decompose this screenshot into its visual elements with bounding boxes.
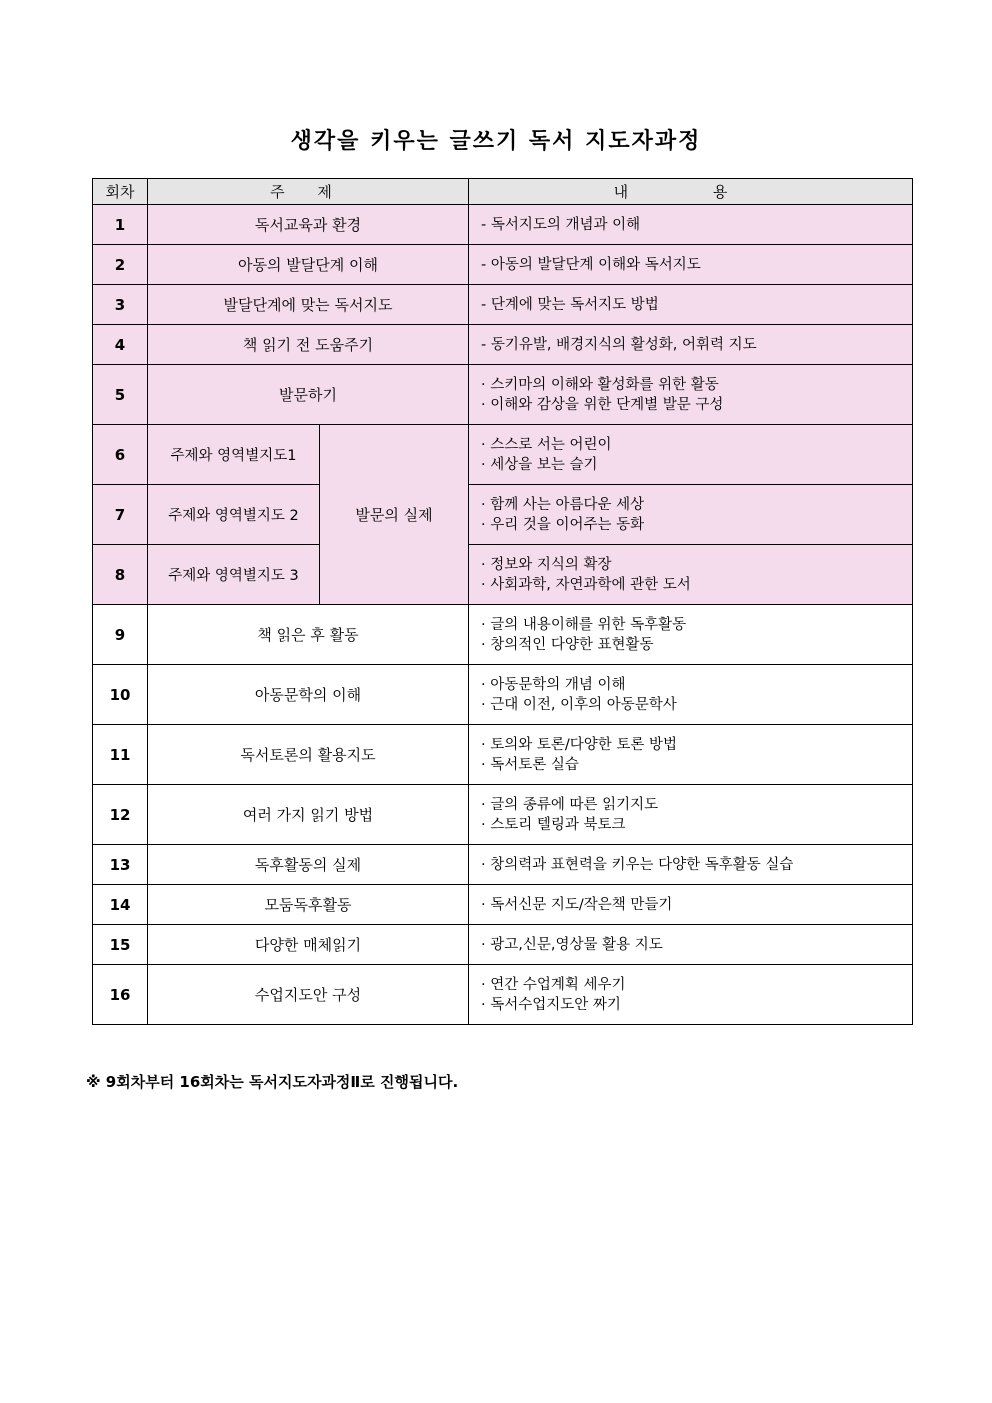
row-number: 16 <box>93 965 148 1025</box>
row-content: · 광고,신문,영상물 활용 지도 <box>469 925 913 965</box>
row-number: 5 <box>93 365 148 425</box>
row-content: - 동기유발, 배경지식의 활성화, 어휘력 지도 <box>469 325 913 365</box>
row-number: 4 <box>93 325 148 365</box>
row-content: · 글의 내용이해를 위한 독후활동 · 창의적인 다양한 표현활동 <box>469 605 913 665</box>
row-number: 3 <box>93 285 148 325</box>
course-table <box>92 178 913 1025</box>
row-content: · 토의와 토론/다양한 토론 방법 · 독서토론 실습 <box>469 725 913 785</box>
row-topic: 독서교육과 환경 <box>148 205 469 245</box>
header-session: 회차 <box>93 179 148 205</box>
row-topic: 독서토론의 활용지도 <box>148 725 469 785</box>
row-content: · 함께 사는 아름다운 세상 · 우리 것을 이어주는 동화 <box>469 485 913 545</box>
row-number: 1 <box>93 205 148 245</box>
row-topic: 주제와 영역별지도 2 <box>148 485 320 545</box>
row-topic: 아동문학의 이해 <box>148 665 469 725</box>
row-number: 14 <box>93 885 148 925</box>
row-content: · 아동문학의 개념 이해 · 근대 이전, 이후의 아동문학사 <box>469 665 913 725</box>
table-row <box>93 425 913 485</box>
row-content: · 창의력과 표현력을 키우는 다양한 독후활동 실습 <box>469 845 913 885</box>
row-topic: 주제와 영역별지도 3 <box>148 545 320 605</box>
table-row <box>93 245 913 285</box>
table-row <box>93 725 913 785</box>
table-row <box>93 885 913 925</box>
page-title: 생각을 키우는 글쓰기 독서 지도자과정 <box>290 129 702 154</box>
row-topic: 책 읽기 전 도움주기 <box>148 325 469 365</box>
row-number: 9 <box>93 605 148 665</box>
table-row <box>93 325 913 365</box>
table-header-row <box>93 179 913 205</box>
header-content: 내 용 <box>469 179 913 205</box>
row-topic: 책 읽은 후 활동 <box>148 605 469 665</box>
row-content: · 스키마의 이해와 활성화를 위한 활동 · 이해와 감상을 위한 단계별 발문 구성 <box>469 365 913 425</box>
row-topic: 독후활동의 실제 <box>148 845 469 885</box>
row-number: 13 <box>93 845 148 885</box>
row-content: - 아동의 발달단계 이해와 독서지도 <box>469 245 913 285</box>
row-content: - 독서지도의 개념과 이해 <box>469 205 913 245</box>
row-number: 6 <box>93 425 148 485</box>
row-number: 10 <box>93 665 148 725</box>
table-row <box>93 845 913 885</box>
row-topic: 여러 가지 읽기 방법 <box>148 785 469 845</box>
row-content: · 독서신문 지도/작은책 만들기 <box>469 885 913 925</box>
row-topic: 다양한 매체읽기 <box>148 925 469 965</box>
row-topic: 아동의 발달단계 이해 <box>148 245 469 285</box>
table-row <box>93 365 913 425</box>
row-number: 15 <box>93 925 148 965</box>
row-content: · 연간 수업계획 세우기 · 독서수업지도안 짜기 <box>469 965 913 1025</box>
table-row <box>93 285 913 325</box>
row-number: 7 <box>93 485 148 545</box>
table-row <box>93 205 913 245</box>
row-topic: 수업지도안 구성 <box>148 965 469 1025</box>
table-row <box>93 665 913 725</box>
table-row <box>93 485 913 545</box>
row-content: · 정보와 지식의 확장 · 사회과학, 자연과학에 관한 도서 <box>469 545 913 605</box>
table-row <box>93 545 913 605</box>
row-topic: 발문하기 <box>148 365 469 425</box>
row-topic: 모둠독후활동 <box>148 885 469 925</box>
row-content: - 단계에 맞는 독서지도 방법 <box>469 285 913 325</box>
table-row <box>93 925 913 965</box>
table-row <box>93 605 913 665</box>
footnote: ※ 9회차부터 16회차는 독서지도자과정Ⅱ로 진행됩니다. <box>86 1073 459 1091</box>
row-number: 2 <box>93 245 148 285</box>
row-number: 8 <box>93 545 148 605</box>
row-content: · 글의 종류에 따른 읽기지도 · 스토리 텔링과 북토크 <box>469 785 913 845</box>
header-topic: 주 제 <box>148 179 469 205</box>
row-content: · 스스로 서는 어린이 · 세상을 보는 슬기 <box>469 425 913 485</box>
table-row <box>93 785 913 845</box>
merged-topic: 발문의 실제 <box>320 425 469 605</box>
row-topic: 발달단계에 맞는 독서지도 <box>148 285 469 325</box>
row-number: 11 <box>93 725 148 785</box>
table-row <box>93 965 913 1025</box>
row-topic: 주제와 영역별지도1 <box>148 425 320 485</box>
row-number: 12 <box>93 785 148 845</box>
